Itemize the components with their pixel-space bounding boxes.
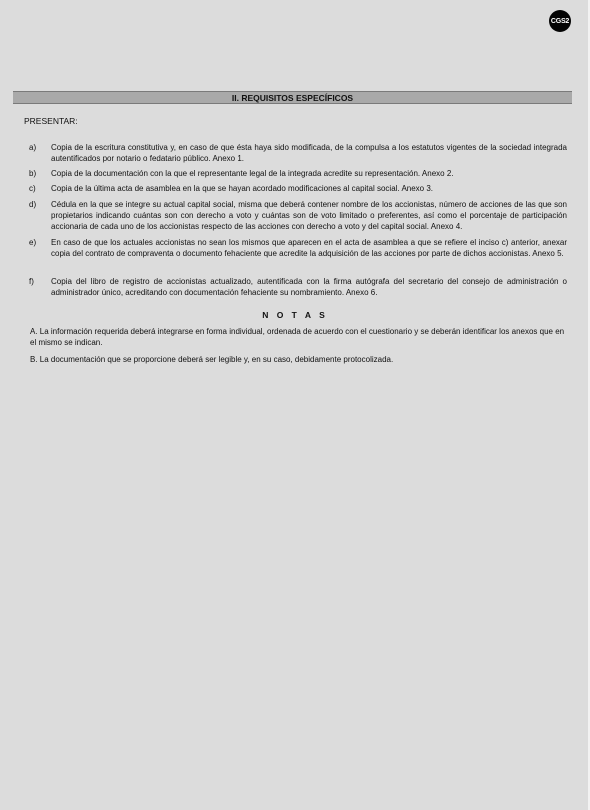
item-text: Copia del libro de registro de accionistas actualizado, autentificada con la firma autógrafa del secretario del consejo de administración o administrador único, acreditando con documentación fehaciente su nombramiento. Anexo 6. [51, 277, 567, 298]
note-b: B. La documentación que se proporcione deberá ser legible y, en su caso, debidamente protocolizada. [30, 355, 394, 364]
notes-heading: N O T A S [262, 310, 328, 320]
section-title: II. REQUISITOS ESPECÍFICOS [231, 92, 354, 103]
page-code-badge: CGS2 [549, 10, 571, 32]
item-letter: b) [29, 169, 37, 178]
item-text: Cédula en la que se integre su actual capital social, misma que deberá contener nombre de los accionistas, número de acciones de las que son propietarios indicando cuántas son con derecho a voto y cuántas son de voto limitado o preferentes, así como el porcentaje de participación accionaria de cada uno de los accionistas respecto de las acciones con derecho a voto y del capital social. Anexo 4. [51, 200, 567, 232]
item-letter: c) [29, 184, 36, 193]
item-letter: f) [29, 277, 34, 286]
item-letter: a) [29, 143, 37, 152]
item-letter: d) [29, 200, 37, 209]
item-text: Copia de la escritura constitutiva y, en caso de que ésta haya sido modificada, de la compulsa a los estatutos vigentes de la sociedad integrada autentificados por notario o fedatario público. Anexo 1. [51, 143, 567, 164]
item-letter: e) [29, 238, 37, 247]
section-header [13, 91, 572, 104]
item-text: Copia de la última acta de asamblea en la que se hayan acordado modificaciones al capital social. Anexo 3. [51, 184, 434, 193]
item-text: Copia de la documentación con la que el representante legal de la integrada acredite su representación. Anexo 2. [51, 169, 454, 178]
presentar-label: PRESENTAR: [24, 116, 78, 126]
item-text: En caso de que los actuales accionistas no sean los mismos que aparecen en el acta de asamblea a que se refiere el inciso c) anterior, anexar copia del contrato de compraventa o documento fehaciente que acredite la adquisición de las acciones por parte de dichos accionistas. Anexo 5. [51, 238, 567, 259]
note-a: A. La información requerida deberá integrarse en forma individual, ordenada de acuerdo con el cuestionario y se deberán identificar los anexos que en el mismo se indican. [30, 327, 565, 348]
